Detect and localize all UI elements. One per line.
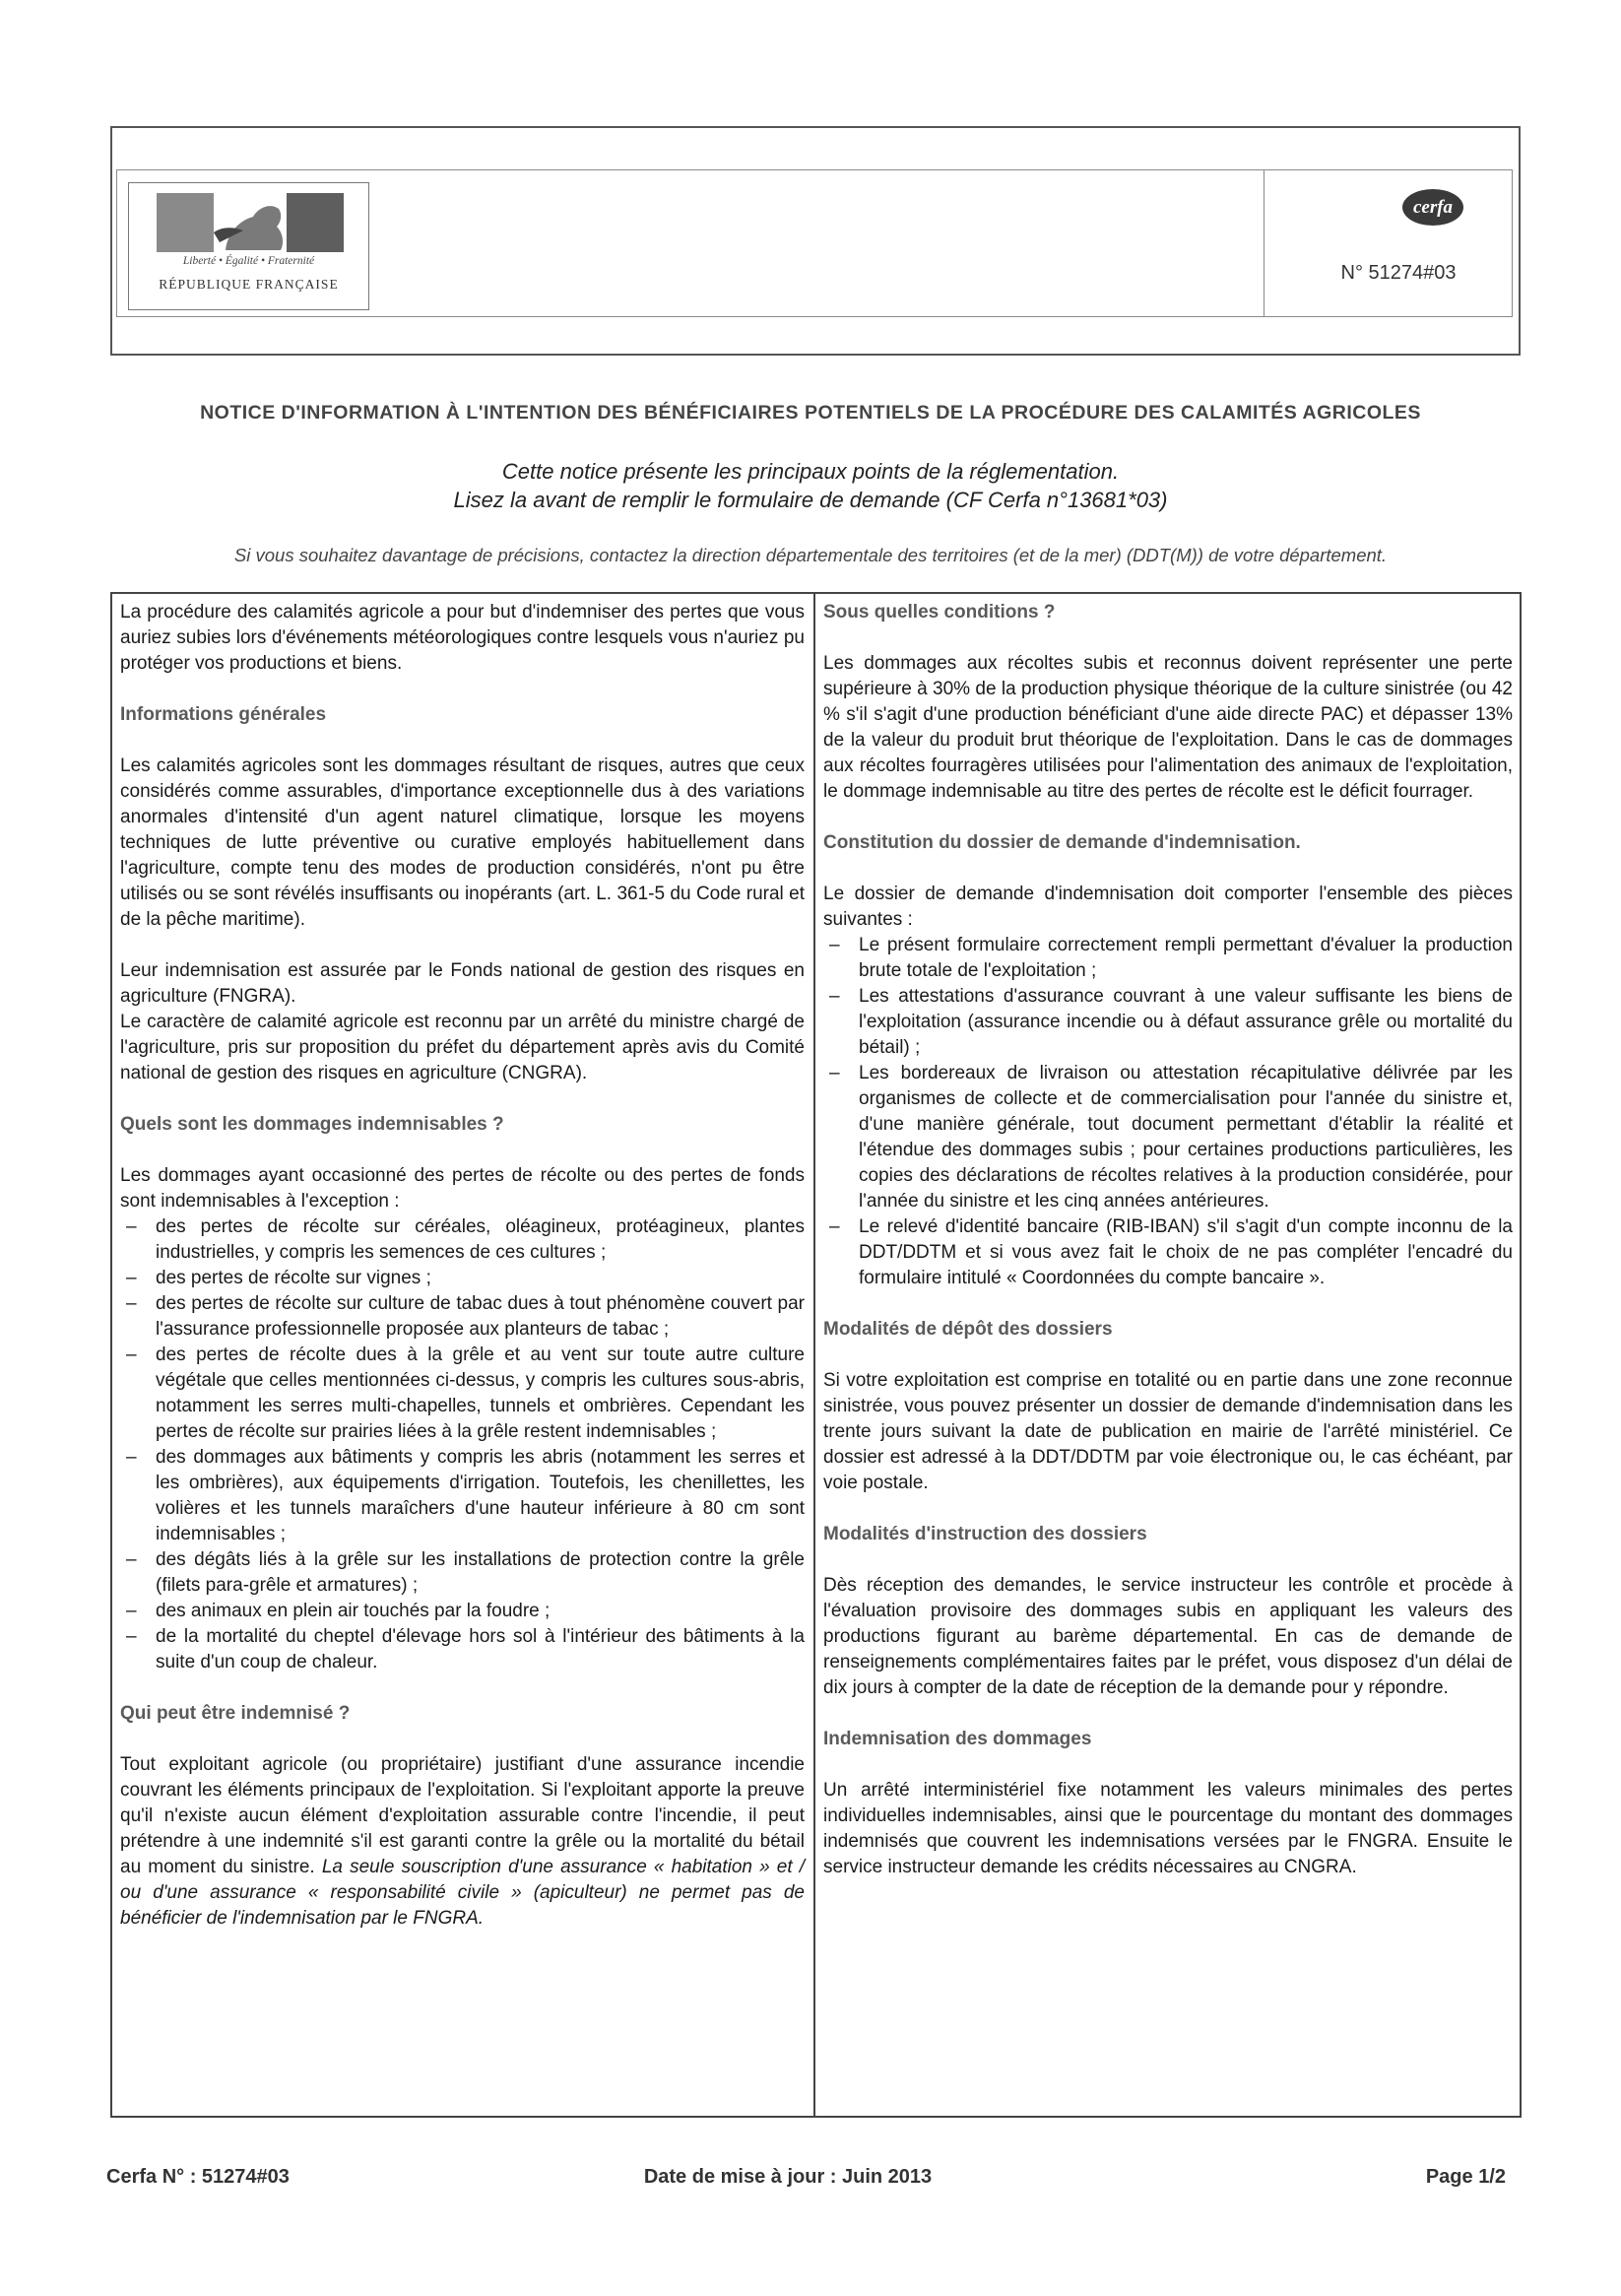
subtitle-line-2: Lisez la avant de remplir le formulaire de demande (CF Cerfa n°13681*03): [453, 488, 1168, 512]
list-item: – des pertes de récolte dues à la grêle et au vent sur toute autre culture végétale que celles mentionnées ci-dessus, y compris les cultures sous-abris, notamment les serres multi-chapelles, tunnels et ombrières. Cependant les pertes de récolte sur prairies liées à la grêle restent indemnisables ;: [120, 1343, 805, 1445]
list-item: – de la mortalité du cheptel d'élevage hors sol à l'intérieur des bâtiments à la suite d'un coup de chaleur.: [120, 1624, 805, 1675]
list-item: – Les attestations d'assurance couvrant à une valeur suffisante les biens de l'exploitation (assurance incendie ou à défaut assurance grêle ou mortalité du bétail) ;: [823, 984, 1513, 1061]
heading-depot: Modalités de dépôt des dossiers: [823, 1319, 1113, 1340]
cerfa-number: N° 51274#03: [1340, 262, 1457, 284]
left-column: [120, 600, 805, 1957]
heading-dossier: Constitution du dossier de demande d'indemnisation.: [823, 832, 1301, 853]
marianne-profile-icon: [157, 193, 344, 254]
footer-update-date: Date de mise à jour : Juin 2013: [643, 2166, 933, 2188]
exceptions-list: [120, 1214, 805, 1675]
list-item: – des pertes de récolte sur vignes ;: [120, 1266, 805, 1291]
list-item: – Le présent formulaire correctement rempli permettant d'évaluer la production brute totale de l'exploitation ;: [823, 933, 1513, 984]
who-italic-note: La seule souscription d'une assurance « habitation » et / ou d'une assurance « responsabilité civile » (apiculteur) ne permet pas de bénéficier de l'indemnisation par le FNGRA.: [120, 1857, 805, 1929]
right-column: [823, 600, 1513, 1906]
cerfa-logo: cerfa: [1402, 189, 1463, 226]
list-item: – des animaux en plein air touchés par la foudre ;: [120, 1599, 805, 1624]
list-item: – Les bordereaux de livraison ou attestation récapitulative délivrée par les organismes de collecte et de commercialisation pour l'année du sinistre et, d'une manière générale, tout document permettant d'établir la réalité et l'étendue des dommages subis ; pour certaines productions particulières, les copies des déclarations de récoltes relatives à la production considérée, pour l'année du sinistre et les cinq années antérieures.: [823, 1061, 1513, 1214]
logo-motto: Liberté • Égalité • Fraternité: [182, 255, 315, 267]
intro-paragraph: La procédure des calamités agricole a pour but d'indemniser des pertes que vous auriez subies lors d'événements météorologiques contre lesquels vous n'auriez pu protéger vos productions et biens.: [120, 602, 805, 674]
dossier-list: [823, 933, 1513, 1291]
dossier-intro: Le dossier de demande d'indemnisation doit comporter l'ensemble des pièces suivantes :: [823, 884, 1513, 930]
footer-page-number: Page 1/2: [1425, 2166, 1506, 2188]
depot-paragraph: Si votre exploitation est comprise en totalité ou en partie dans une zone reconnue sinistrée, vous pouvez présenter un dossier de demande d'indemnisation dans les trente jours suivant la date de publication en mairie de l'arrêté ministériel. Ce dossier est adressé à la DDT/DDTM par voie électronique ou, le cas échéant, par voie postale.: [823, 1370, 1513, 1493]
indemnisation-paragraph: Un arrêté interministériel fixe notamment les valeurs minimales des pertes individuelles indemnisables, ainsi que le pourcentage du montant des dommages indemnisés que couvrent les indemnisations versées par le FNGRA. Ensuite le service instructeur demande les crédits nécessaires au CNGRA.: [823, 1780, 1513, 1877]
marianne-logo: [128, 182, 369, 310]
list-item: – des dommages aux bâtiments y compris les abris (notamment les serres et les ombrières), aux équipements d'irrigation. Toutefois, les chenillettes, les volières et les tunnels maraîchers d'une hauteur inférieure à 80 cm sont indemnisables ;: [120, 1445, 805, 1547]
heading-conditions: Sous quelles conditions ?: [823, 602, 1056, 623]
heading-instruction: Modalités d'instruction des dossiers: [823, 1524, 1147, 1544]
list-item: – des pertes de récolte sur céréales, oléagineux, protéagineux, plantes industrielles, y compris les semences de ces cultures ;: [120, 1214, 805, 1266]
damages-intro: Les dommages ayant occasionné des pertes de récolte ou des pertes de fonds sont indemnisables à l'exception :: [120, 1165, 805, 1212]
fngra-paragraph: Leur indemnisation est assurée par le Fonds national de gestion des risques en agriculture (FNGRA).: [120, 960, 805, 1007]
precision-note: Si vous souhaitez davantage de précisions, contactez la direction départementale des territoires (et de la mer) (DDT(M)) de votre département.: [233, 545, 1388, 565]
conditions-paragraph: Les dommages aux récoltes subis et reconnus doivent représenter une perte supérieure à 30% de la production physique théorique de la culture sinistrée (ou 42 % s'il s'agit d'une production bénéficiant d'une aide directe PAC) et dépasser 13% de la valeur du produit brut théorique de l'exploitation. Dans le cas de dommages aux récoltes fourragères utilisées pour l'alimentation des animaux de l'exploitation, le dommage indemnisable au titre des pertes de récolte est le déficit fourrager.: [823, 653, 1513, 802]
logo-country: RÉPUBLIQUE FRANÇAISE: [159, 277, 339, 292]
general-info-paragraph: Les calamités agricoles sont les dommages résultant de risques, autres que ceux considérés comme assurables, d'importance exceptionnelle dus à des variations anormales d'intensité d'un agent naturel climatique, lorsque les moyens techniques de lutte préventive ou curative employés habituellement dans l'agriculture, compte tenu des modes de production considérés, n'ont pu être utilisés ou se sont révélés insuffisants ou inopérants (art. L. 361-5 du Code rural et de la pêche maritime).: [120, 755, 805, 930]
who-paragraph: [120, 1752, 805, 1932]
footer-cerfa-number: Cerfa N° : 51274#03: [106, 2166, 290, 2188]
heading-damages: Quels sont les dommages indemnisables ?: [120, 1114, 504, 1135]
list-item: – des dégâts liés à la grêle sur les installations de protection contre la grêle (filets para-grêle et armatures) ;: [120, 1547, 805, 1599]
heading-general-info: Informations générales: [120, 704, 327, 725]
list-item: – des pertes de récolte sur culture de tabac dues à tout phénomène couvert par l'assurance professionnelle proposée aux planteurs de tabac ;: [120, 1291, 805, 1343]
notice-title: NOTICE D'INFORMATION À L'INTENTION DES BÉNÉFICIAIRES POTENTIELS DE LA PROCÉDURE DES CALAMITÉS AGRICOLES: [200, 402, 1421, 424]
subtitle-line-1: Cette notice présente les principaux points de la réglementation.: [501, 459, 1120, 484]
instruction-paragraph: Dès réception des demandes, le service instructeur les contrôle et procède à l'évaluation provisoire des dommages subis en appliquant les valeurs des productions figurant au barème départemental. En cas de demande de renseignements complémentaires faites par le préfet, vous disposez d'un délai de dix jours à compter de la date de réception de la demande pour y répondre.: [823, 1575, 1513, 1698]
arrete-paragraph: Le caractère de calamité agricole est reconnu par un arrêté du ministre chargé de l'agriculture, pris sur proposition du préfet du département après avis du Comité national de gestion des risques en agriculture (CNGRA).: [120, 1012, 805, 1083]
list-item: – Le relevé d'identité bancaire (RIB-IBAN) s'il s'agit d'un compte inconnu de la DDT/DDTM et si vous avez fait le choix de ne pas compléter l'encadré du formulaire intitulé « Coordonnées du compte bancaire ».: [823, 1214, 1513, 1291]
column-divider: [813, 592, 815, 2118]
heading-who: Qui peut être indemnisé ?: [120, 1703, 351, 1724]
who-text: Tout exploitant agricole (ou propriétaire) justifiant d'une assurance incendie couvrant les éléments principaux de l'exploitation. Si l'exploitant apporte la preuve qu'il n'existe aucun élément d'exploitation assurable contre l'incendie, il peut prétendre à une indemnité s'il est garanti contre la grêle ou la mortalité du bétail au moment du sinistre.: [120, 1754, 805, 1877]
heading-indemnisation: Indemnisation des dommages: [823, 1729, 1092, 1749]
